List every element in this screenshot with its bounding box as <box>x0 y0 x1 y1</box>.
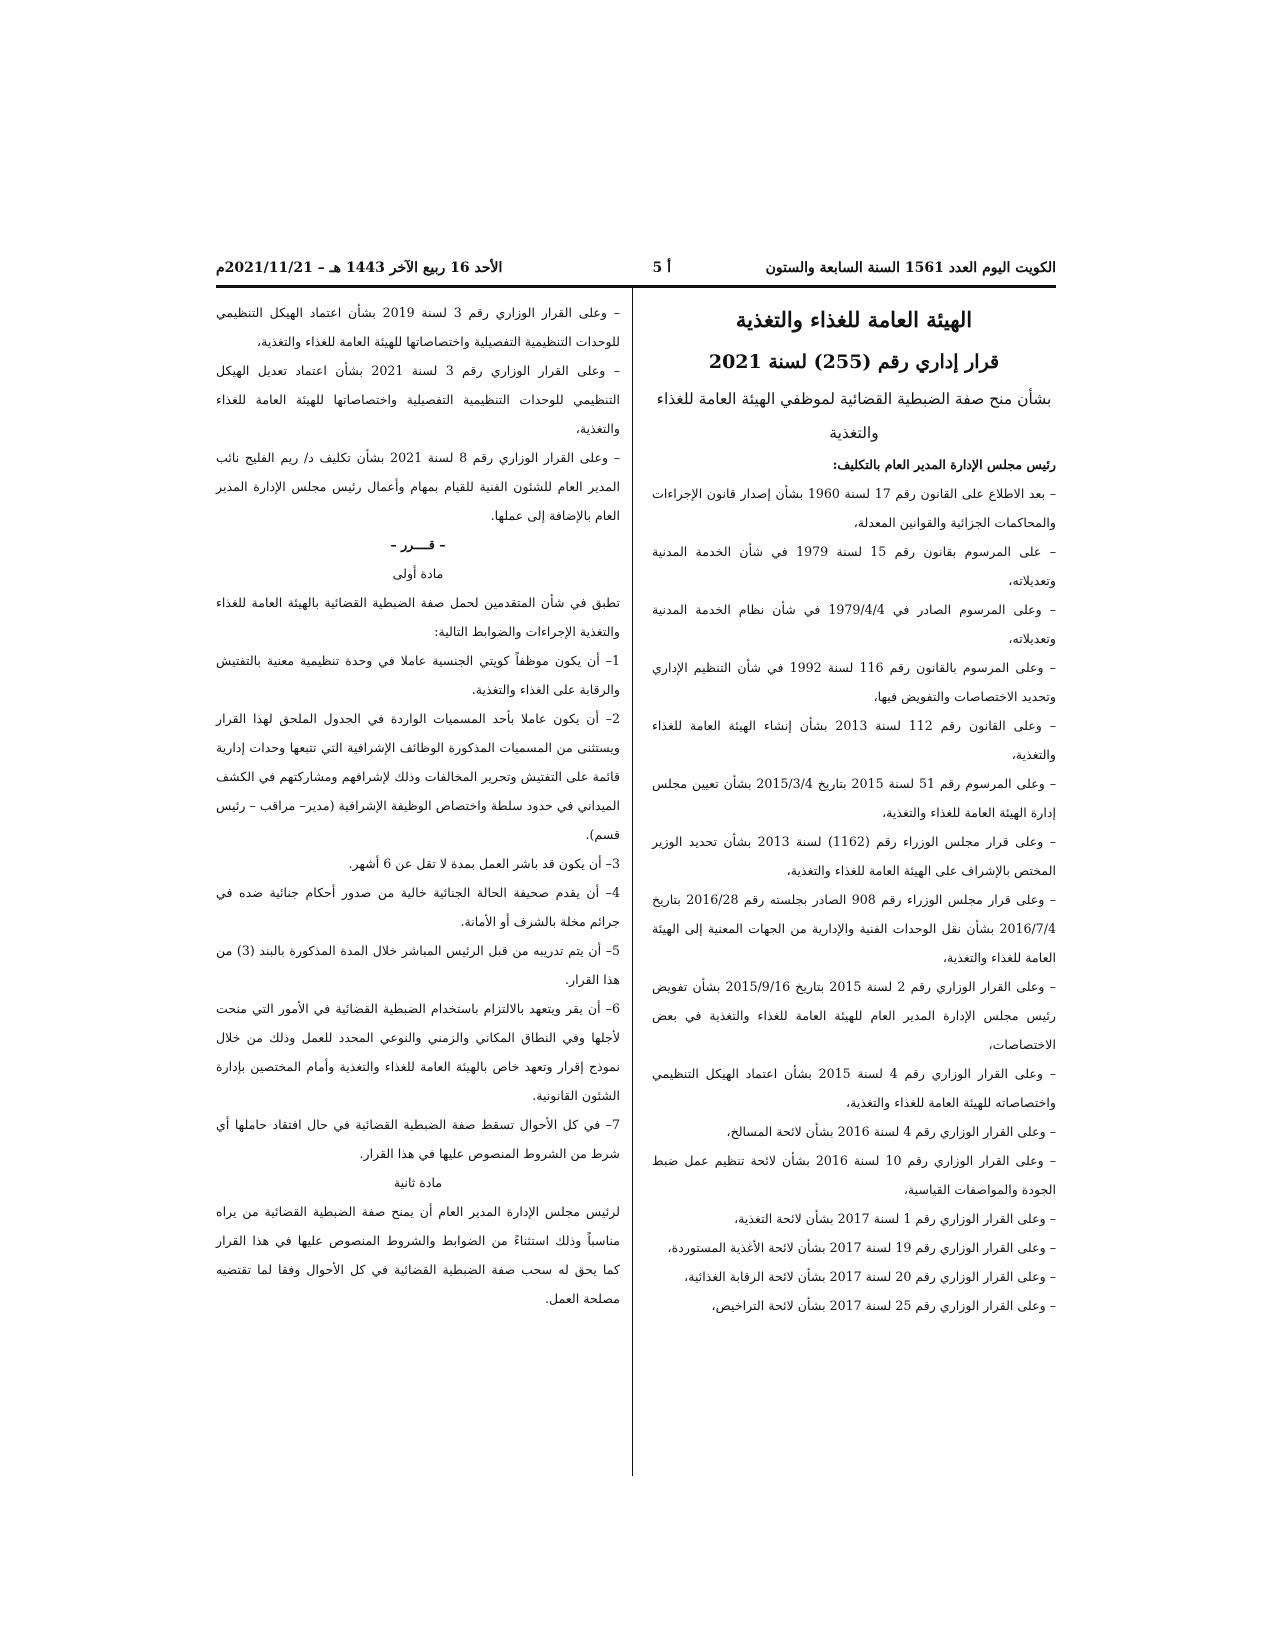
article-1-title: مادة أولى <box>392 566 444 581</box>
preamble-item: – وعلى القرار الوزاري رقم 1 لسنة 2017 بشأن لائحة التغذية، <box>734 1211 1056 1226</box>
right-column <box>652 298 1056 1320</box>
condition-item: 3– أن يكون قد باشر العمل بمدة لا تقل عن 6 أشهر. <box>348 856 620 871</box>
column-divider <box>632 288 633 1476</box>
preamble-item: – وعلى المرسوم بالقانون رقم 116 لسنة 1992 في شأن التنظيم الإداري وتحديد الاختصاصات والتفويض فيها، <box>652 660 1056 704</box>
condition-item: 7– في كل الأحوال تسقط صفة الضبطية القضائية في حال افتقاد حاملها أي شرط من الشروط المنصوص عليها في هذا القرار. <box>216 1117 620 1161</box>
condition-item: 1– أن يكون موظفاً كويتي الجنسية عاملا في وحدة تنظيمية معنية بالتفتيش والرقابة على الغذاء والتغذية. <box>216 653 620 697</box>
decision-subject: بشأن منح صفة الضبطية القضائية لموظفي الهيئة العامة للغذاء والتغذية <box>656 390 1052 442</box>
condition-item: 4– أن يقدم صحيفة الحالة الجنائية خالية من صدور أحكام جنائية ضده في جرائم مخلة بالشرف أو الأمانة. <box>216 885 620 929</box>
condition-item: 6– أن يقر ويتعهد بالالتزام باستخدام الضبطية القضائية في الأمور التي منحت لأجلها وفي النطاق المكاني والزمني والنوعي المحدد للعمل وذلك من خلال نموذج إقرار وتعهد خاص بالهيئة العامة للغذاء والتغذية وأمام المختصين بإدارة الشئون القانونية. <box>216 1001 620 1103</box>
preamble-item: – وعلى القرار الوزاري رقم 19 لسنة 2017 بشأن لائحة الأغذية المستوردة، <box>667 1240 1056 1255</box>
preamble-item: – وعلى قرار مجلس الوزراء رقم (1162) لسنة 2013 بشأن تحديد الوزير المختص بالإشراف على الهيئة العامة للغذاء والتغذية، <box>652 834 1056 878</box>
preamble-item: – وعلى القرار الوزاري رقم 25 لسنة 2017 بشأن لائحة التراخيص، <box>711 1298 1056 1313</box>
header-date: الأحد 16 ربيع الآخر 1443 هـ – 2021/11/21م <box>216 260 503 276</box>
decision-title: قرار إداري رقم (255) لسنة 2021 <box>708 351 1000 373</box>
preamble-item: – وعلى قرار مجلس الوزراء رقم 908 الصادر بجلسته رقم 2016/28 بتاريخ 2016/7/4 بشأن نقل الوحدات الفنية والإدارية من الجهات المعنية إلى الهيئة العامة للغذاء والتغذية، <box>652 892 1056 965</box>
preamble-item: – وعلى القرار الوزاري رقم 4 لسنة 2016 بشأن لائحة المسالخ، <box>726 1124 1056 1139</box>
running-header <box>216 256 1056 282</box>
preamble-item: – وعلى القانون رقم 112 لسنة 2013 بشأن إنشاء الهيئة العامة للغذاء والتغذية، <box>652 718 1056 762</box>
condition-item: 2– أن يكون عاملا بأحد المسميات الواردة في الجدول الملحق لهذا القرار ويستثنى من المسميات المذكورة الوظائف الإشرافية التي تتبعها وحدات إدارية قائمة على التفتيش وتحرير المخالفات وذلك لإشرافهم ومشاركتهم في الكشف الميداني في حدود سلطة واختصاص الوظيفة الإشرافية (مدير– مراقب – رئيس قسم). <box>216 711 620 842</box>
header-rule <box>216 285 1056 288</box>
preamble-item: – وعلى القرار الوزاري رقم 4 لسنة 2015 بشأن اعتماد الهيكل التنظيمي واختصاصاته للهيئة العامة للغذاء والتغذية، <box>652 1066 1056 1110</box>
article-1-intro: تطبق في شأن المتقدمين لحمل صفة الضبطية القضائية بالهيئة العامة للغذاء والتغذية الإجراءات والضوابط التالية: <box>216 595 620 639</box>
issuer-line: رئيس مجلس الإدارة المدير العام بالتكليف: <box>832 457 1056 472</box>
preamble-item: – على المرسوم بقانون رقم 15 لسنة 1979 في شأن الخدمة المدنية وتعديلاته، <box>652 544 1056 588</box>
article-2-title: مادة ثانية <box>393 1175 443 1190</box>
left-column <box>216 298 620 1313</box>
header-page-number: أ 5 <box>652 260 671 276</box>
article-2-text: لرئيس مجلس الإدارة المدير العام أن يمنح صفة الضبطية القضائية من يراه مناسباً وذلك استثناءً من الضوابط والشروط المنصوص عليها في هذا القرار كما يحق له سحب صفة الضبطية القضائية في كل الأحوال وفقا لما تقتضيه مصلحة العمل. <box>216 1204 620 1306</box>
condition-item: 5– أن يتم تدريبه من قبل الرئيس المباشر خلال المدة المذكورة بالبند (3) من هذا القرار. <box>216 943 621 987</box>
preamble-item: – وعلى القرار الوزاري رقم 3 لسنة 2019 بشأن اعتماد الهيكل التنظيمي للوحدات التنظيمية التفصيلية واختصاصاتها للهيئة العامة للغذاء والتغذية، <box>216 305 620 349</box>
preamble-item: – وعلى المرسوم الصادر في 1979/4/4 في شأن نظام الخدمة المدنية وتعديلاته، <box>652 602 1056 646</box>
preamble-item: – وعلى المرسوم رقم 51 لسنة 2015 بتاريخ 2015/3/4 بشأن تعيين مجلس إدارة الهيئة العامة للغذاء والتغذية، <box>652 776 1056 820</box>
preamble-item: – وعلى القرار الوزاري رقم 10 لسنة 2016 بشأن لائحة تنظيم عمل ضبط الجودة والمواصفات القياسية، <box>652 1153 1057 1197</box>
header-issue-info: الكويت اليوم العدد 1561 السنة السابعة والستون <box>765 260 1056 276</box>
preamble-item: – بعد الاطلاع على القانون رقم 17 لسنة 1960 بشأن إصدار قانون الإجراءات والمحاكمات الجزائية والقوانين المعدلة، <box>652 486 1056 530</box>
agency-title: الهيئة العامة للغذاء والتغذية <box>735 307 973 332</box>
preamble-item: – وعلى القرار الوزاري رقم 2 لسنة 2015 بتاريخ 2015/9/16 بشأن تفويض رئيس مجلس الإدارة المدير العام للهيئة العامة للغذاء والتغذية في بعض الاختصاصات، <box>652 979 1056 1052</box>
preamble-item: – وعلى القرار الوزاري رقم 8 لسنة 2021 بشأن تكليف د/ ريم الفليج نائب المدير العام للشئون الفنية للقيام بمهام وأعمال رئيس مجلس الإدارة المدير العام بالإضافة إلى عملها. <box>216 450 620 523</box>
preamble-item: – وعلى القرار الوزاري رقم 20 لسنة 2017 بشأن لائحة الرقابة الغذائية، <box>684 1269 1056 1284</box>
decided-heading: – قــــرر – <box>390 537 446 552</box>
preamble-item: – وعلى القرار الوزاري رقم 3 لسنة 2021 بشأن اعتماد تعديل الهيكل التنظيمي للوحدات التنظيمية التفصيلية واختصاصاتها للهيئة العامة للغذاء والتغذية، <box>216 363 621 436</box>
